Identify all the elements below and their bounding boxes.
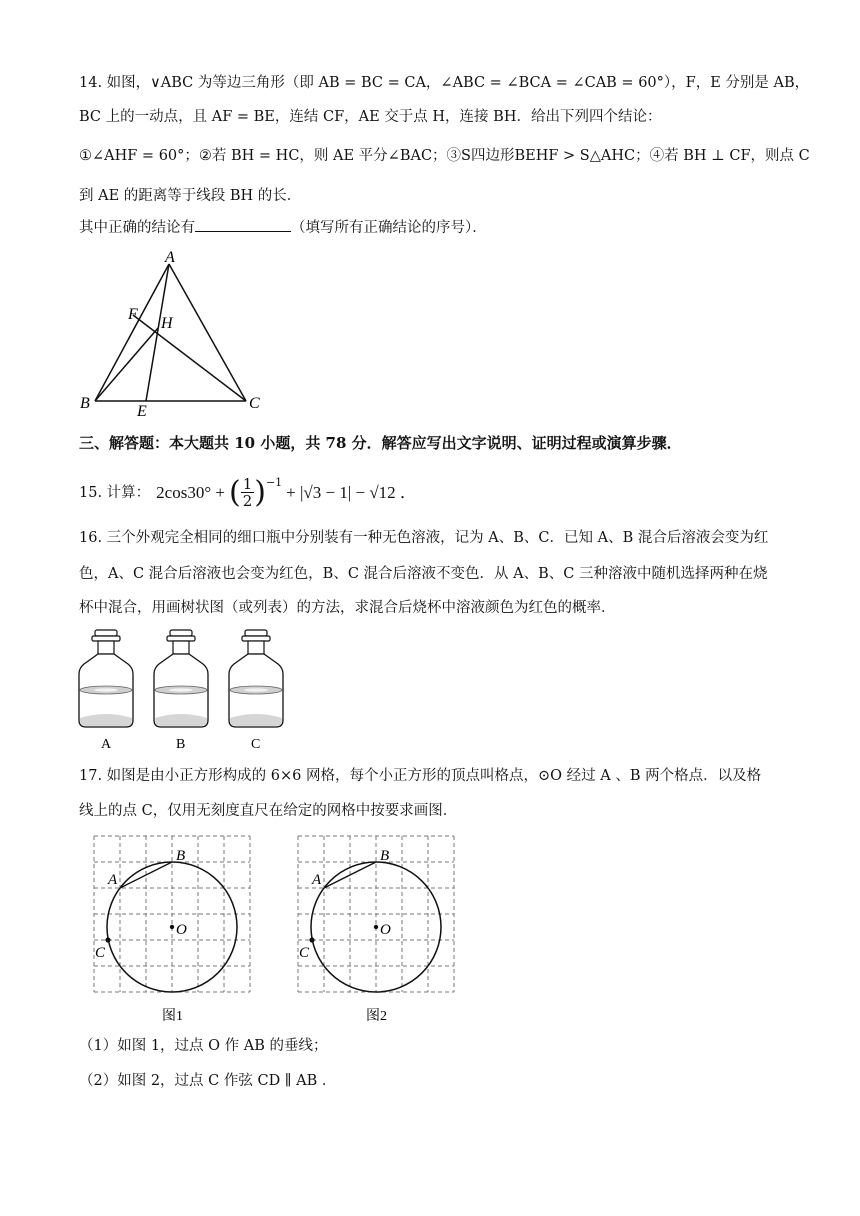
bottle-label-A: A bbox=[101, 737, 112, 752]
q14-line-2: BC 上的一动点，且 AF = BE，连结 CF，AE 交于点 H，连接 BH．给出下列四个结论： bbox=[79, 109, 662, 125]
bottle-label-C: C bbox=[251, 737, 261, 752]
q15-expr-a: 2cos30° + bbox=[156, 482, 225, 502]
q15-frac-num: 1 bbox=[242, 475, 253, 493]
fig1-caption: 图1 bbox=[162, 1009, 183, 1024]
fig1-label-C: C bbox=[95, 945, 106, 961]
grid-figure-1 bbox=[84, 830, 264, 1030]
fig2-label-O: O bbox=[380, 922, 391, 938]
label-A: A bbox=[165, 249, 175, 266]
q15-fraction: ( $\frac{1}{2}$ ) $^{-1}$ bbox=[229, 476, 282, 509]
q16-line-2: 色，A、C 混合后溶液也会变为红色，B、C 混合后溶液不变色．从 A、B、C 三种溶液中随机选择两种在烧 bbox=[79, 566, 768, 582]
label-H: H bbox=[161, 315, 173, 332]
q15-frac-den: 2 bbox=[242, 492, 253, 510]
grid-figure-2 bbox=[288, 830, 468, 1030]
answer-blank bbox=[195, 217, 291, 232]
fig2-label-C: C bbox=[299, 945, 310, 961]
q14-prompt: 其中正确的结论有 bbox=[79, 220, 195, 236]
triangle-figure bbox=[70, 248, 280, 420]
q16-line-3: 杯中混合，用画树状图（或列表）的方法，求混合后烧杯中溶液颜色为红色的概率． bbox=[79, 600, 616, 616]
label-E: E bbox=[137, 403, 147, 420]
q16-line-1: 16. 三个外观完全相同的细口瓶中分别装有一种无色溶液，记为 A、B、C．已知 A、B 混合后溶液会变为红 bbox=[79, 530, 769, 546]
q15-expr-b: + |√3 − 1| − √12 ． bbox=[286, 482, 417, 502]
label-B: B bbox=[80, 395, 90, 412]
bottles-figure bbox=[74, 628, 294, 754]
q14-line-1: 14. 如图，∨ABC 为等边三角形（即 AB = BC = CA，∠ABC = ∠BCA = ∠CAB = 60°），F，E 分别是 AB， bbox=[79, 75, 810, 91]
fig2-label-B: B bbox=[380, 848, 390, 864]
fig1-label-B: B bbox=[176, 848, 186, 864]
label-C: C bbox=[249, 395, 260, 412]
q15-line bbox=[79, 476, 417, 509]
q17-part-2: （2）如图 2，过点 C 作弦 CD ∥ AB ． bbox=[79, 1073, 337, 1089]
section-3-heading: 三、解答题：本大题共 10 小题，共 78 分．解答应写出文字说明、证明过程或演算步骤． bbox=[79, 434, 682, 452]
q17-line-2: 线上的点 C，仅用无刻度直尺在给定的网格中按要求画图． bbox=[79, 803, 458, 819]
q15-exponent: −1 bbox=[265, 475, 283, 489]
fig2-label-A: A bbox=[312, 872, 322, 888]
q14-line-5 bbox=[79, 217, 487, 239]
label-F: F bbox=[128, 306, 138, 323]
q17-line-1: 17. 如图是由小正方形构成的 6×6 网格，每个小正方形的顶点叫格点，⊙O 经过 A 、B 两个格点．以及格 bbox=[79, 768, 762, 784]
q17-part-1: （1）如图 1，过点 O 作 AB 的垂线； bbox=[79, 1038, 328, 1054]
q14-line-4: 到 AE 的距离等于线段 BH 的长． bbox=[79, 188, 302, 204]
bottle-label-B: B bbox=[176, 737, 186, 752]
q14-line-3: ①∠AHF = 60°；②若 BH = HC，则 AE 平分∠BAC；③S四边形BEHF > S△AHC；④若 BH ⊥ CF，则点 C bbox=[79, 148, 810, 164]
q14-hint: （填写所有正确结论的序号）． bbox=[291, 220, 487, 236]
q15-prefix: 15. 计算： bbox=[79, 484, 151, 501]
fig1-label-A: A bbox=[108, 872, 118, 888]
fig1-label-O: O bbox=[176, 922, 187, 938]
fig2-caption: 图2 bbox=[366, 1009, 387, 1024]
